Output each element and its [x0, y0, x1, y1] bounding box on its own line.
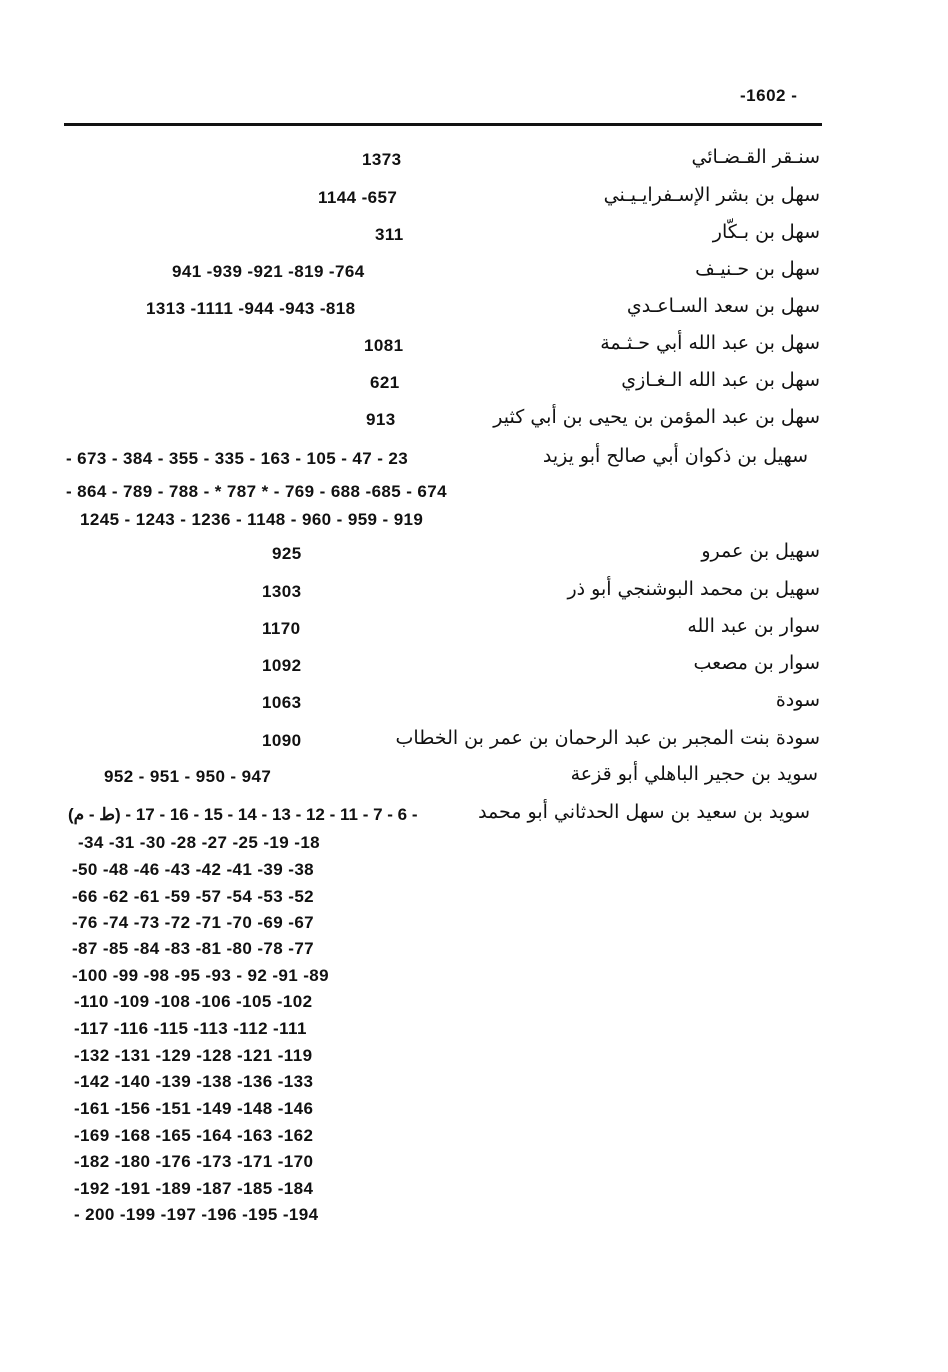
- entry-name: سهل بن سعد السـاعـدي: [626, 295, 820, 317]
- entry-name: سودة: [775, 689, 820, 711]
- entry-pages: 1063: [262, 693, 302, 712]
- entry-pages-line: -142 -140 -139 -138 -136 -133: [74, 1072, 314, 1091]
- entry-pages: 1081: [364, 336, 404, 355]
- entry-pages-line: -169 -168 -165 -164 -163 -162: [74, 1126, 314, 1145]
- entry-pages: 1144 -657: [318, 188, 398, 207]
- entry-name: سودة بنت المجبر بن عبد الرحمان بن عمر بن الخطاب: [395, 727, 820, 749]
- entry-pages: 941 -939 -921 -819 -764: [172, 262, 365, 281]
- entry-pages: 1090: [262, 731, 302, 750]
- entry-pages: 913: [366, 410, 396, 429]
- entry-name: سهل بن بشر الإسـفرايـيـني: [603, 184, 820, 206]
- entry-name: سهل بن بـكّار: [712, 221, 820, 243]
- entry-pages-line: 1245 - 1243 - 1236 - 1148 - 960 - 959 - 919: [80, 510, 424, 529]
- entry-pages: 1170: [262, 619, 301, 638]
- entry-pages-line: (ط - م) - 6 - 7 - 11 - 12 - 13 - 14 - 15 - 16 - 17 -: [68, 805, 418, 824]
- entry-pages-line: -87 -85 -84 -83 -81 -80 -78 -77: [72, 939, 315, 958]
- entry-pages-line: -161 -156 -151 -149 -148 -146: [74, 1099, 314, 1118]
- entry-name: سهل بن عبد المؤمن بن يحيى بن أبي كثير: [493, 406, 820, 428]
- entry-pages-line: -66 -62 -61 -59 -57 -54 -53 -52: [72, 887, 315, 906]
- entry-pages: 925: [272, 544, 302, 563]
- entry-pages-line: - 200 -199 -197 -196 -195 -194: [74, 1205, 319, 1224]
- entry-name: سهيل بن محمد البوشنجي أبو ذر: [567, 578, 820, 600]
- entry-name: سوار بن عبد الله: [687, 615, 820, 637]
- entry-pages: 1092: [262, 656, 302, 675]
- entry-name: سويد بن حجير الباهلي أبو قزعة: [570, 763, 818, 785]
- entry-pages-line: -110 -109 -108 -106 -105 -102: [74, 992, 313, 1011]
- entry-name: سهل بن عبد الله أبي حـثـمة: [600, 332, 820, 354]
- entry-pages-line: -117 -116 -115 -113 -112 -111: [74, 1019, 307, 1038]
- entry-pages: 621: [370, 373, 400, 392]
- entry-name: سهيل بن عمرو: [701, 540, 820, 562]
- entry-pages-line: -50 -48 -46 -43 -42 -41 -39 -38: [72, 860, 315, 879]
- entry-pages: 1373: [362, 150, 402, 169]
- page-number: -1602 -: [740, 86, 798, 105]
- entry-name: سهل بن عبد الله الـغـازي: [621, 369, 820, 391]
- entry-pages-line: -34 -31 -30 -28 -27 -25 -19 -18: [78, 833, 321, 852]
- entry-pages: 1313 -1111 -944 -943 -818: [146, 299, 356, 318]
- entry-name: سنـقر القـضـائي: [691, 146, 820, 168]
- entry-pages-line: -100 -99 -98 -95 -93 - 92 -91 -89: [72, 966, 330, 985]
- entry-pages-line: -132 -131 -129 -128 -121 -119: [74, 1046, 313, 1065]
- entry-name: سهيل بن ذكوان أبي صالح أبو يزيد: [542, 445, 808, 467]
- entry-name: سهل بن حـنيـف: [695, 258, 820, 280]
- entry-pages-line: -192 -191 -189 -187 -185 -184: [74, 1179, 314, 1198]
- entry-pages-line: - 864 - 789 - 788 - * 787 * - 769 - 688 -685 - 674: [66, 482, 448, 501]
- entry-name: سويد بن سعيد بن سهل الحدثاني أبو محمد: [478, 801, 810, 823]
- entry-pages-line: - 673 - 384 - 355 - 335 - 163 - 105 - 47 - 23: [66, 449, 409, 468]
- entry-pages-line: -76 -74 -73 -72 -71 -70 -69 -67: [72, 913, 315, 932]
- entry-pages: 311: [375, 225, 404, 244]
- entry-name: سوار بن مصعب: [693, 652, 820, 674]
- entry-pages: 952 - 951 - 950 - 947: [104, 767, 272, 786]
- entry-pages-line: -182 -180 -176 -173 -171 -170: [74, 1152, 314, 1171]
- entry-pages: 1303: [262, 582, 302, 601]
- header-rule: [64, 123, 822, 126]
